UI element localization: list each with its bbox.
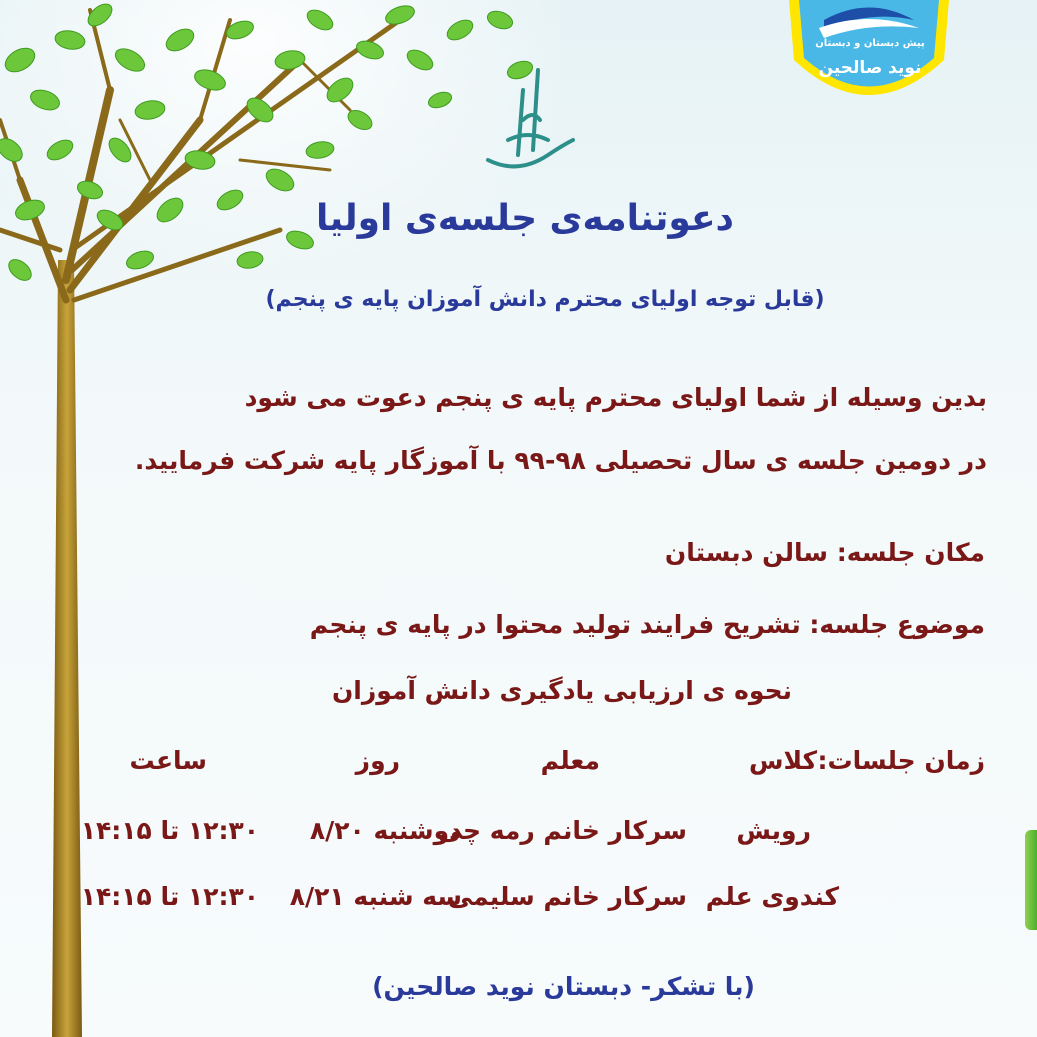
row-2-teacher: سرکار خانم سلیمی bbox=[447, 882, 687, 911]
schedule-header-teacher: معلم bbox=[540, 746, 600, 775]
body-line-1: بدین وسیله از شما اولیای محترم پایه ی پنجم دعوت می شود bbox=[244, 383, 987, 412]
body-line-2: در دومین جلسه ی سال تحصیلی ۹۸-۹۹ با آموزگار پایه شرکت فرمایید. bbox=[134, 446, 987, 475]
schedule-header-time: ساعت bbox=[129, 746, 207, 775]
invitation-subtitle: (قابل توجه اولیای محترم دانش آموزان پایه ی پنجم) bbox=[265, 287, 825, 312]
row-2-time: ۱۲:۳۰ تا ۱۴:۱۵ bbox=[80, 882, 259, 911]
row-1-time: ۱۲:۳۰ تا ۱۴:۱۵ bbox=[80, 816, 259, 845]
school-logo bbox=[784, 0, 954, 110]
row-2-day: سه شنبه ۸/۲۱ bbox=[289, 882, 462, 911]
logo-name: نوید صالحین bbox=[818, 58, 922, 78]
leaf-edge bbox=[1025, 830, 1037, 930]
row-2-class: کندوی علم bbox=[705, 882, 839, 911]
schedule-label: زمان جلسات: bbox=[817, 746, 985, 775]
schedule-header-class: کلاس bbox=[748, 746, 817, 775]
topic-line-1: موضوع جلسه: تشریح فرایند تولید محتوا در پایه ی پنجم bbox=[309, 610, 985, 639]
logo-title: پیش دبستان و دبستان bbox=[815, 38, 925, 49]
row-1-day: دوشنبه ۸/۲۰ bbox=[309, 816, 462, 845]
schedule-header-day: روز bbox=[355, 746, 400, 775]
basmala-calligraphy bbox=[478, 60, 578, 175]
location-line: مکان جلسه: سالن دبستان bbox=[664, 538, 985, 567]
topic-line-2: نحوه ی ارزیابی یادگیری دانش آموزان bbox=[331, 676, 792, 705]
row-1-teacher: سرکار خانم رمه چی bbox=[437, 816, 687, 845]
row-1-class: رویش bbox=[736, 816, 811, 845]
invitation-title: دعوتنامه‌ی جلسه‌ی اولیا bbox=[315, 198, 735, 239]
footer-thanks: (با تشکر- دبستان نوید صالحین) bbox=[372, 972, 755, 1001]
